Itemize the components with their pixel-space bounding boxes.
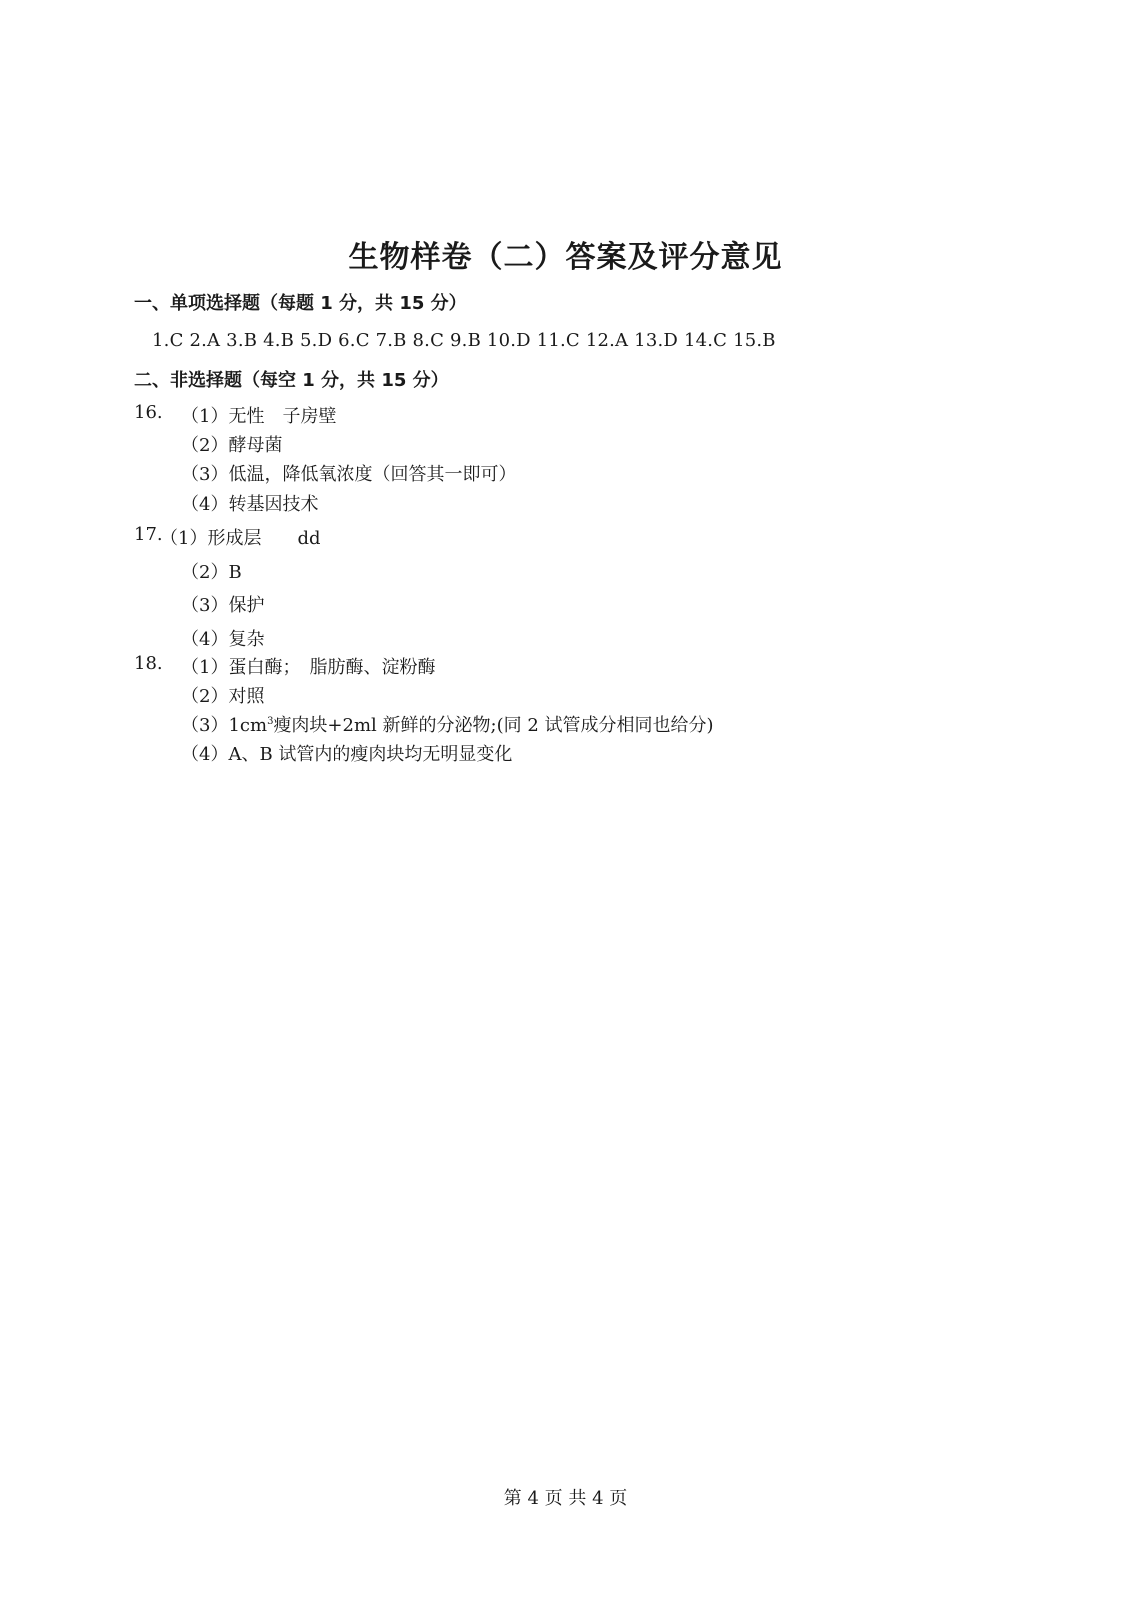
page-title: 生物样卷（二）答案及评分意见 [348, 240, 783, 275]
answer-17-2: （2）B [181, 562, 242, 583]
multiple-choice-answers: 1.C 2.A 3.B 4.B 5.D 6.C 7.B 8.C 9.B 10.D 11.C 12.A 13.D 14.C 15.B [152, 330, 776, 351]
question-number-18: 18. [134, 653, 163, 674]
question-number-16: 16. [134, 402, 163, 423]
answer-18-3-suffix: 瘦肉块+2ml 新鲜的分泌物;(同 2 试管成分相同也给分) [273, 715, 714, 736]
answer-18-4: （4）A、B 试管内的瘦肉块均无明显变化 [181, 744, 513, 765]
answer-17-1: （1）形成层 dd [160, 528, 321, 549]
answer-16-2: （2）酵母菌 [181, 435, 283, 456]
section-heading-single-choice: 一、单项选择题（每题 1 分，共 15 分） [134, 293, 467, 314]
answer-16-1: （1）无性 子房壁 [181, 406, 337, 427]
section-heading-non-choice: 二、非选择题（每空 1 分，共 15 分） [134, 370, 449, 391]
answer-16-3: （3）低温，降低氧浓度（回答其一即可） [181, 464, 517, 485]
answer-16-4: （4）转基因技术 [181, 494, 319, 515]
superscript-three: 3 [267, 716, 274, 727]
answer-17-3: （3）保护 [181, 595, 265, 616]
answer-18-1: （1）蛋白酶； 脂肪酶、淀粉酶 [181, 657, 436, 678]
answer-18-3 [181, 711, 714, 737]
answer-17-4: （4）复杂 [181, 629, 265, 650]
answer-18-3-prefix: （3）1cm [181, 715, 268, 736]
answer-18-2: （2）对照 [181, 686, 265, 707]
question-number-17: 17. [134, 524, 163, 545]
page-footer: 第 4 页 共 4 页 [503, 1488, 628, 1509]
